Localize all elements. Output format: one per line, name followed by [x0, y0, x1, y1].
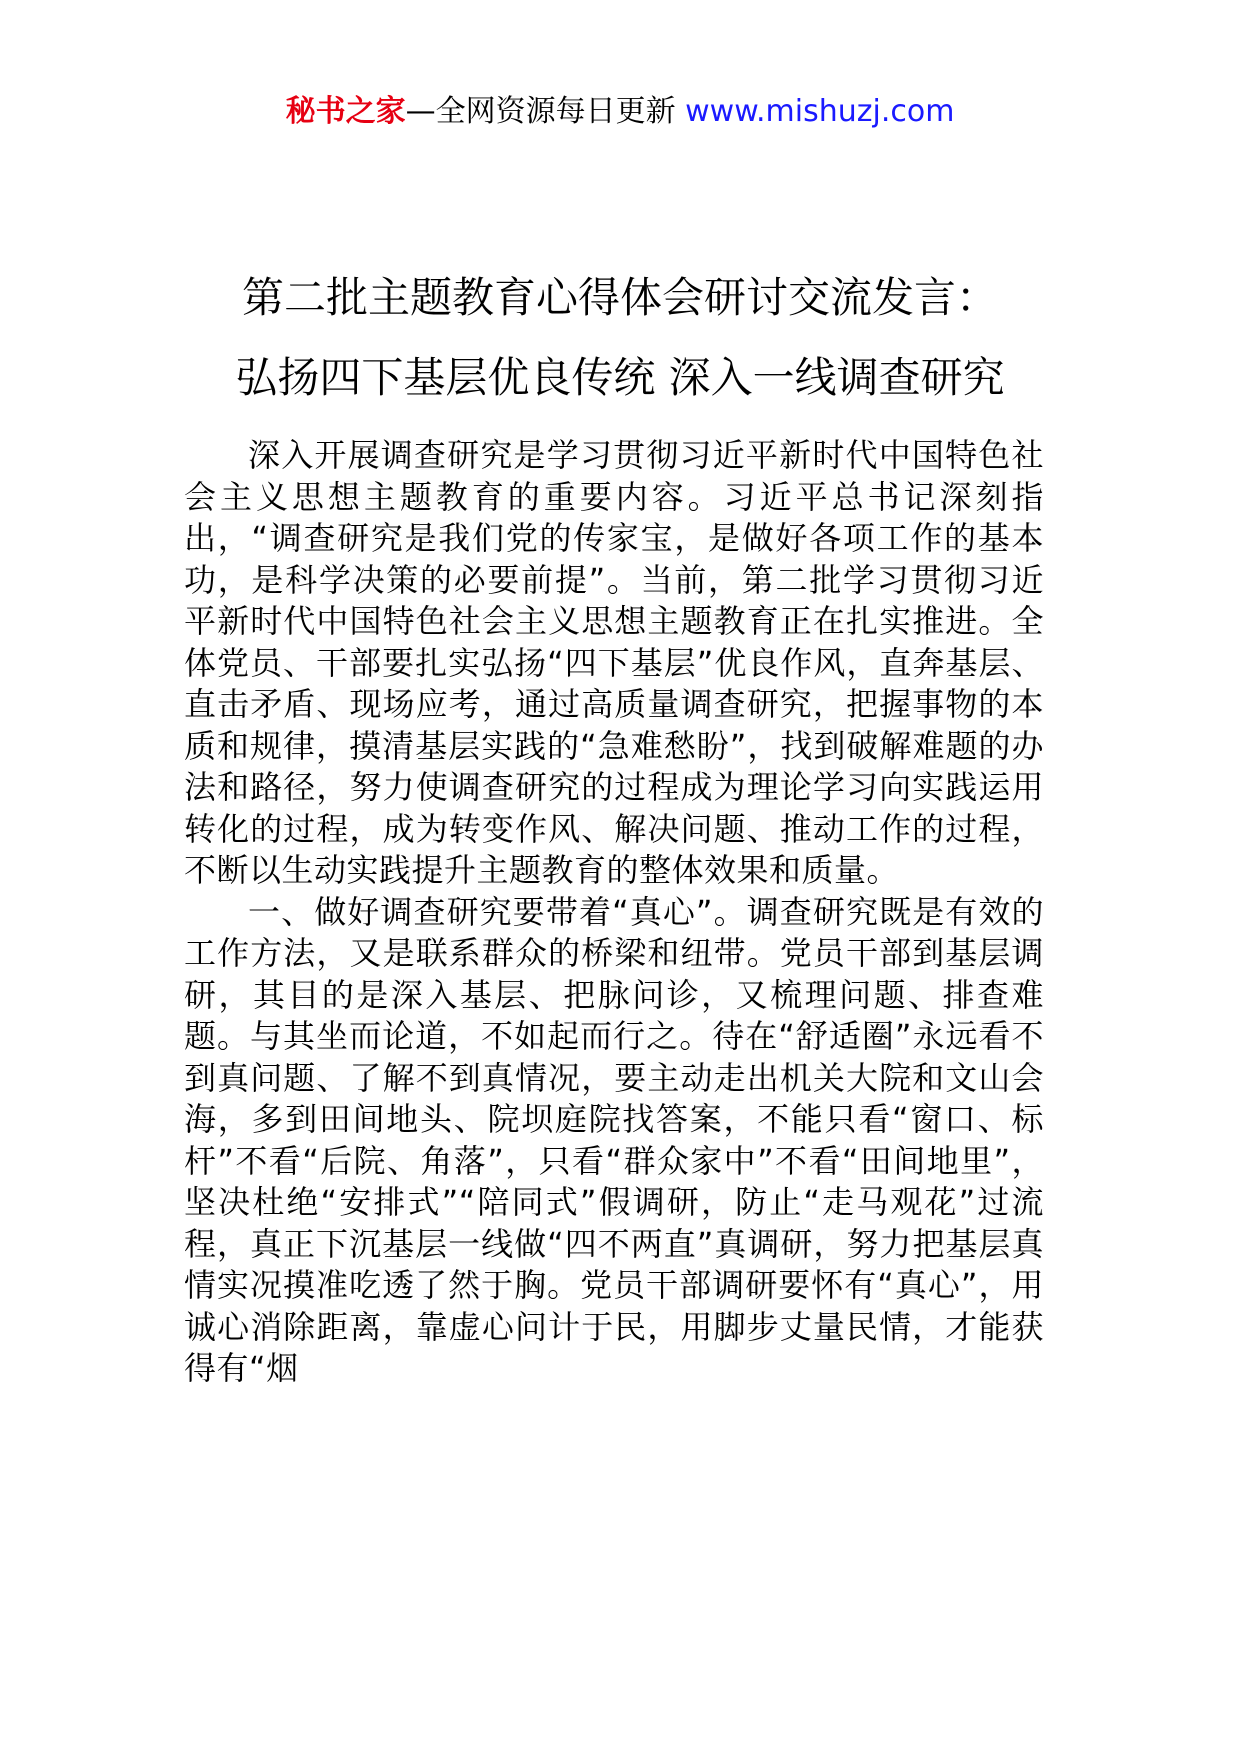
site-brand: 秘书之家 [285, 94, 406, 129]
title-line-2: 弘扬四下基层优良传统 深入一线调查研究 [235, 353, 1005, 402]
body-paragraph-intro: 深入开展调查研究是学习贯彻习近平新时代中国特色社会主义思想主题教育的重要内容。习近平总书记深刻指出，“调查研究是我们党的传家宝，是做好各项工作的基本功，是科学决策的必要前提”。当前，第二批学习贯彻习近平新时代中国特色社会主义思想主题教育正在扎实推进。全体党员、干部要扎实弘扬“四下基层”优良作风，直奔基层、直击矛盾、现场应考，通过高质量调查研究，把握事物的本质和规律，摸清基层实践的“急难愁盼”，找到破解难题的办法和路径，努力使调查研究的过程成为理论学习向实践运用转化的过程，成为转变作风、解决问题、推动工作的过程，不断以生动实践提升主题教育的整体效果和质量。 [184, 436, 1044, 889]
site-tagline: —全网资源每日更新 [405, 94, 686, 129]
body-paragraph-section-1: 一、做好调查研究要带着“真心”。调查研究既是有效的工作方法，又是联系群众的桥梁和纽带。党员干部到基层调研，其目的是深入基层、把脉问诊，又梳理问题、排查难题。与其坐而论道，不如起而行之。待在“舒适圈”永远看不到真问题、了解不到真情况，要主动走出机关大院和文山会海，多到田间地头、院坝庭院找答案，不能只看“窗口、标杆”不看“后院、角落”，只看“群众家中”不看“田间地里”，坚决杜绝“安排式”“陪同式”假调研，防止“走马观花”过流程，真正下沉基层一线做“四不两直”真调研，努力把基层真情实况摸准吃透了然于胸。党员干部调研要怀有“真心”，用诚心消除距离，靠虚心问计于民，用脚步丈量民情，才能获得有“烟 [184, 892, 1044, 1387]
document-title [150, 258, 1090, 418]
site-url-link[interactable]: www.mishuzj.com [685, 94, 955, 129]
site-header [0, 92, 1240, 132]
document-body [184, 435, 1044, 1390]
title-line-1: 第二批主题教育心得体会研讨交流发言： [241, 273, 998, 322]
